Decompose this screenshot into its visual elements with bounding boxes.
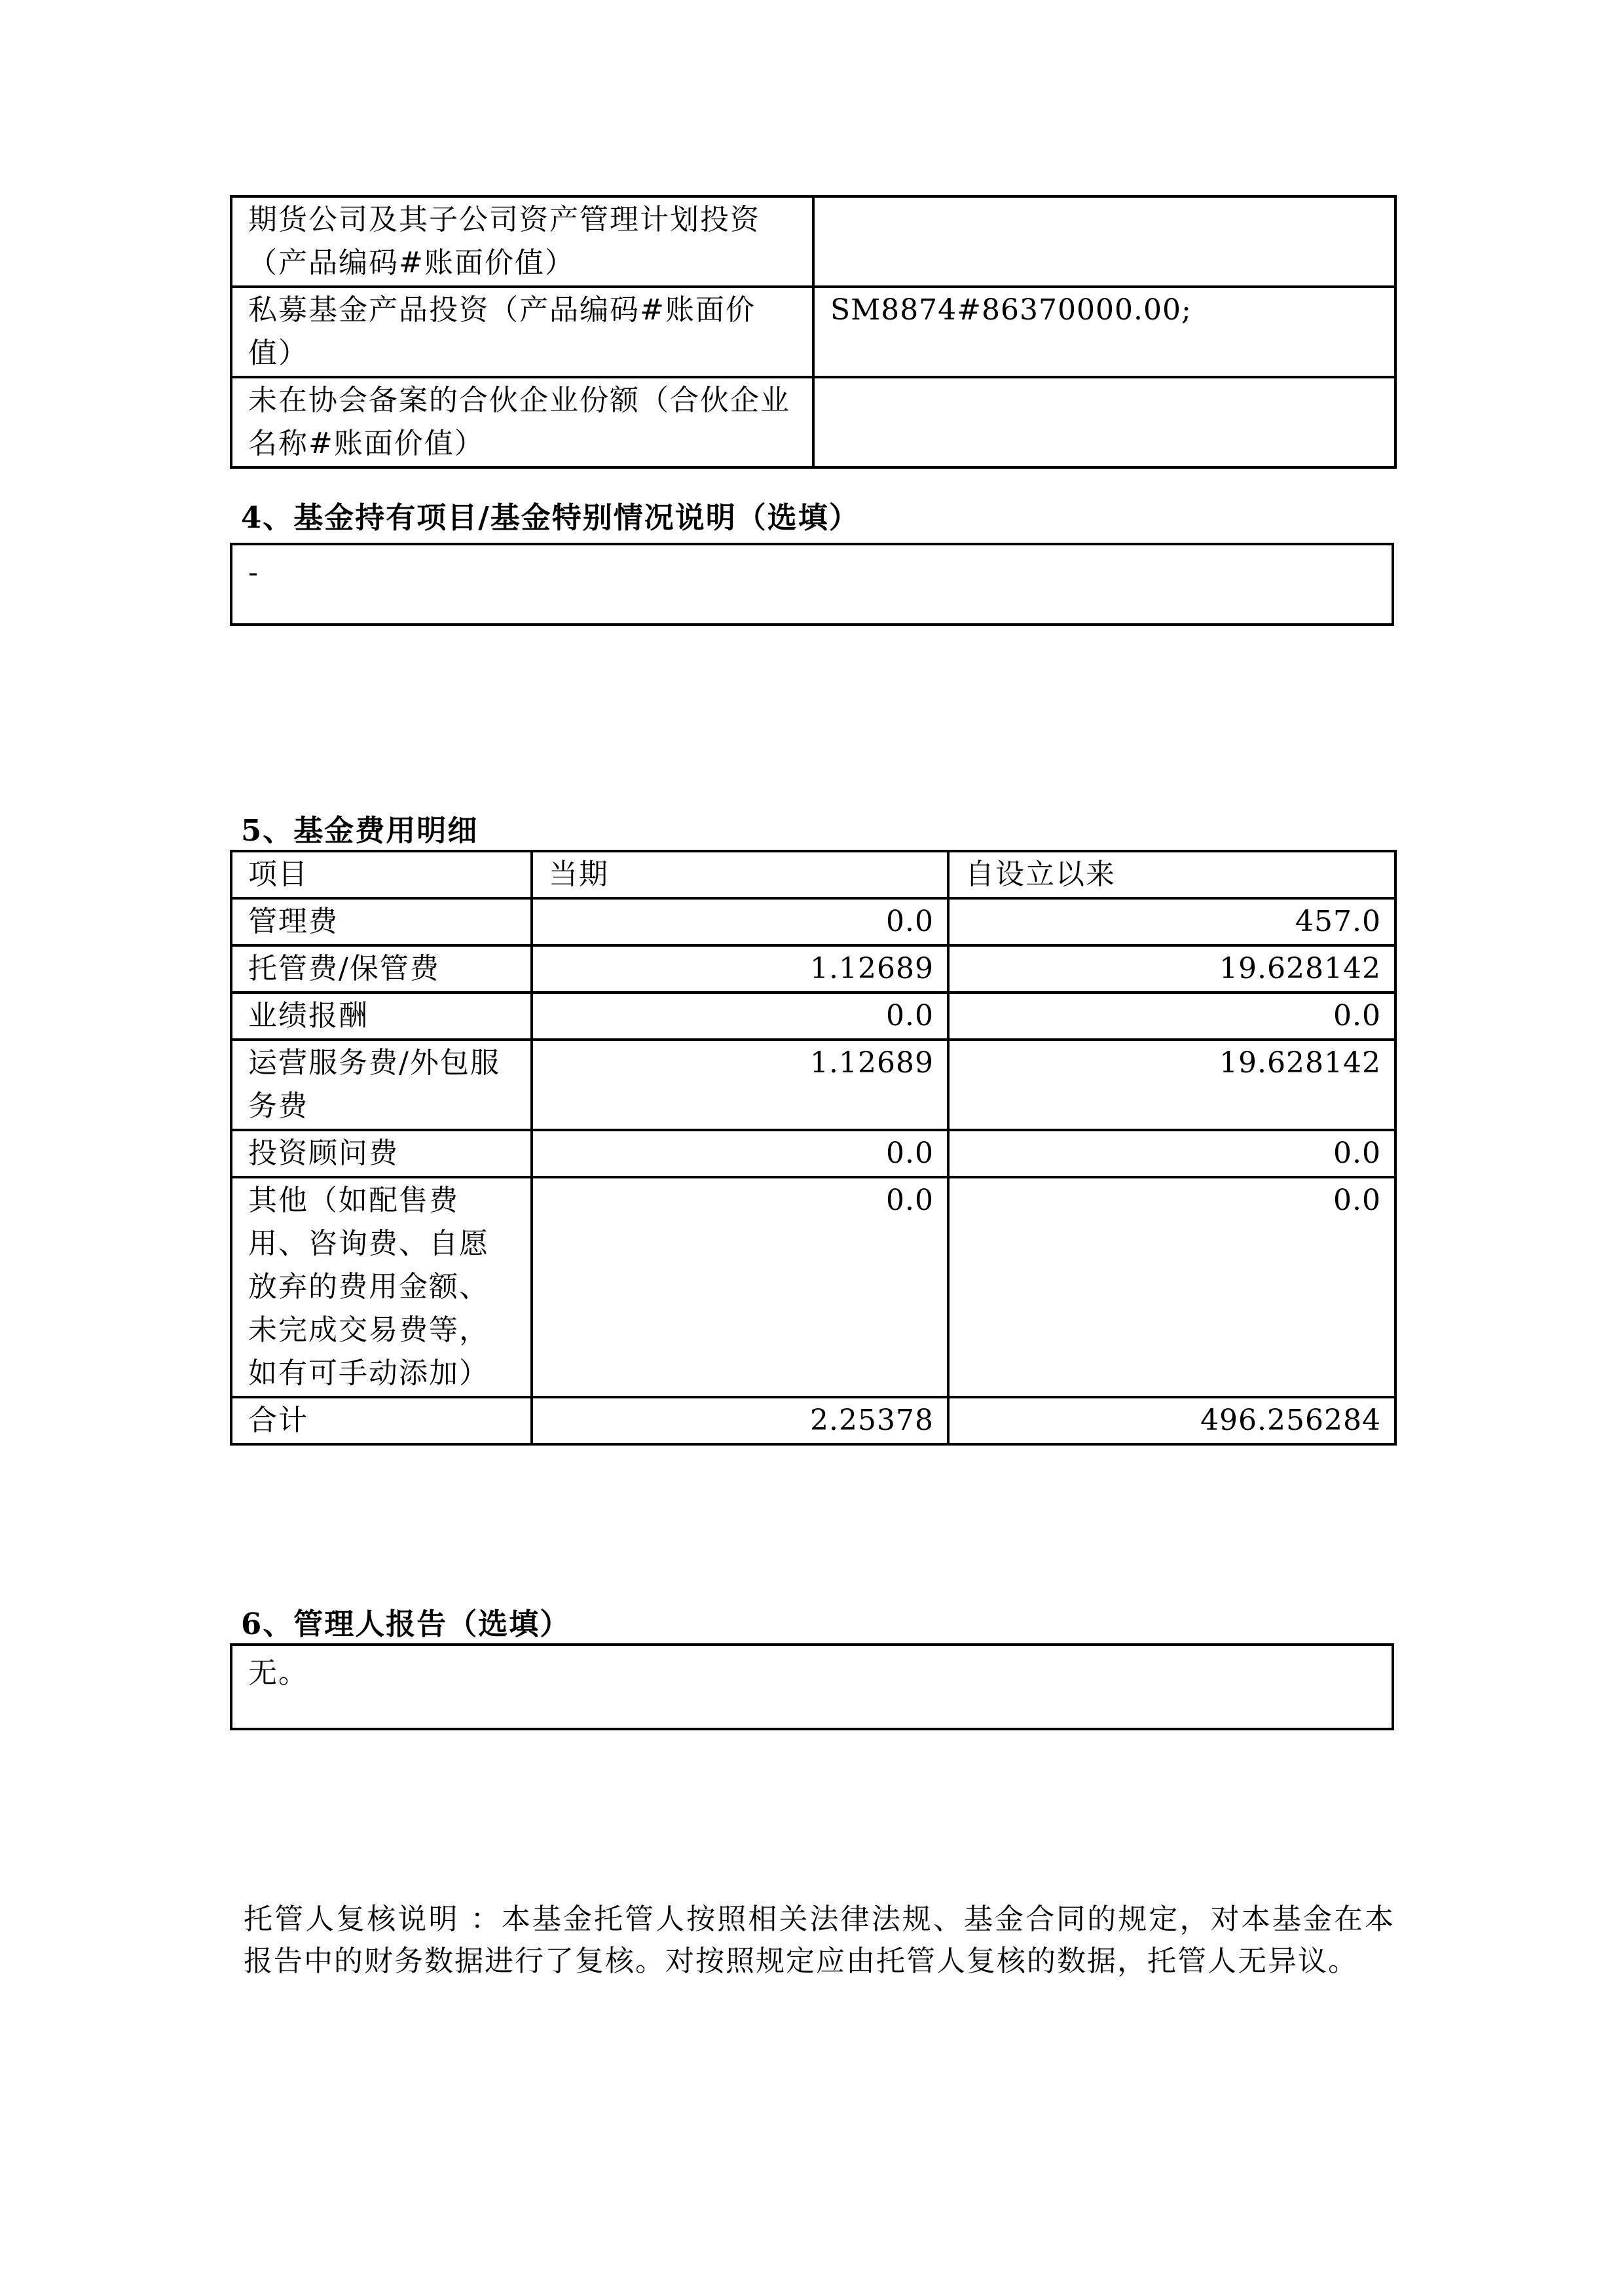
section6-note-box — [230, 1643, 1394, 1730]
section5-heading: 5、基金费用明细 — [241, 813, 479, 848]
table-row — [231, 1177, 1395, 1397]
fee-col-header-since-inception: 自设立以来 — [948, 851, 1395, 898]
fee-item-cell: 合计 — [231, 1397, 532, 1444]
fund-fee-table — [230, 850, 1397, 1446]
fee-current-cell: 1.12689 — [532, 945, 948, 993]
fee-current-cell: 0.0 — [532, 1177, 948, 1397]
investment-type-cell: 私募基金产品投资（产品编码#账面价值） — [231, 287, 813, 377]
table-row — [231, 196, 1395, 287]
custodian-review-statement: 托管人复核说明 ：本基金托管人按照相关法律法规、基金合同的规定，对本基金在本报告中的财务数据进行了复核。对按照规定应由托管人复核的数据，托管人无异议。 — [244, 1903, 1395, 1978]
fee-current-cell: 1.12689 — [532, 1040, 948, 1130]
fee-item-cell: 其他（如配售费用、咨询费、自愿放弃的费用金额、未完成交易费等，如有可手动添加） — [231, 1177, 532, 1397]
fee-since-inception-cell: 19.628142 — [948, 945, 1395, 993]
fee-col-header-item: 项目 — [231, 851, 532, 898]
investment-type-cell: 期货公司及其子公司资产管理计划投资（产品编码#账面价值） — [231, 196, 813, 287]
table-row — [231, 993, 1395, 1040]
fee-since-inception-cell: 0.0 — [948, 1130, 1395, 1177]
fee-col-header-current: 当期 — [532, 851, 948, 898]
investment-value-cell — [813, 377, 1395, 467]
fee-since-inception-cell: 0.0 — [948, 1177, 1395, 1397]
investment-type-cell: 未在协会备案的合伙企业份额（合伙企业名称#账面价值） — [231, 377, 813, 467]
fee-since-inception-cell: 457.0 — [948, 898, 1395, 945]
fee-current-cell: 0.0 — [532, 993, 948, 1040]
table-row — [231, 1040, 1395, 1130]
table-row — [231, 945, 1395, 993]
table-row — [231, 287, 1395, 377]
fee-item-cell: 投资顾问费 — [231, 1130, 532, 1177]
fee-current-cell: 0.0 — [532, 898, 948, 945]
table-row — [231, 1130, 1395, 1177]
fee-since-inception-cell: 19.628142 — [948, 1040, 1395, 1130]
table-total-row — [231, 1397, 1395, 1444]
investment-value-cell — [813, 196, 1395, 287]
other-investments-table — [230, 195, 1397, 469]
section4-note-box — [230, 543, 1394, 626]
fee-item-cell: 业绩报酬 — [231, 993, 532, 1040]
table-row — [231, 898, 1395, 945]
section6-note-text: 无。 — [248, 1656, 308, 1690]
investment-value-cell: SM8874#86370000.00; — [813, 287, 1395, 377]
table-row — [231, 377, 1395, 467]
fee-item-cell: 托管费/保管费 — [231, 945, 532, 993]
section4-heading: 4、基金持有项目/基金特别情况说明（选填） — [241, 500, 860, 535]
table-header-row — [231, 851, 1395, 898]
fee-since-inception-cell: 496.256284 — [948, 1397, 1395, 1444]
fee-item-cell: 管理费 — [231, 898, 532, 945]
fee-current-cell: 0.0 — [532, 1130, 948, 1177]
fee-since-inception-cell: 0.0 — [948, 993, 1395, 1040]
section4-note-text: - — [248, 556, 259, 589]
section6-heading: 6、管理人报告（选填） — [241, 1607, 571, 1641]
fee-item-cell: 运营服务费/外包服务费 — [231, 1040, 532, 1130]
fee-current-cell: 2.25378 — [532, 1397, 948, 1444]
